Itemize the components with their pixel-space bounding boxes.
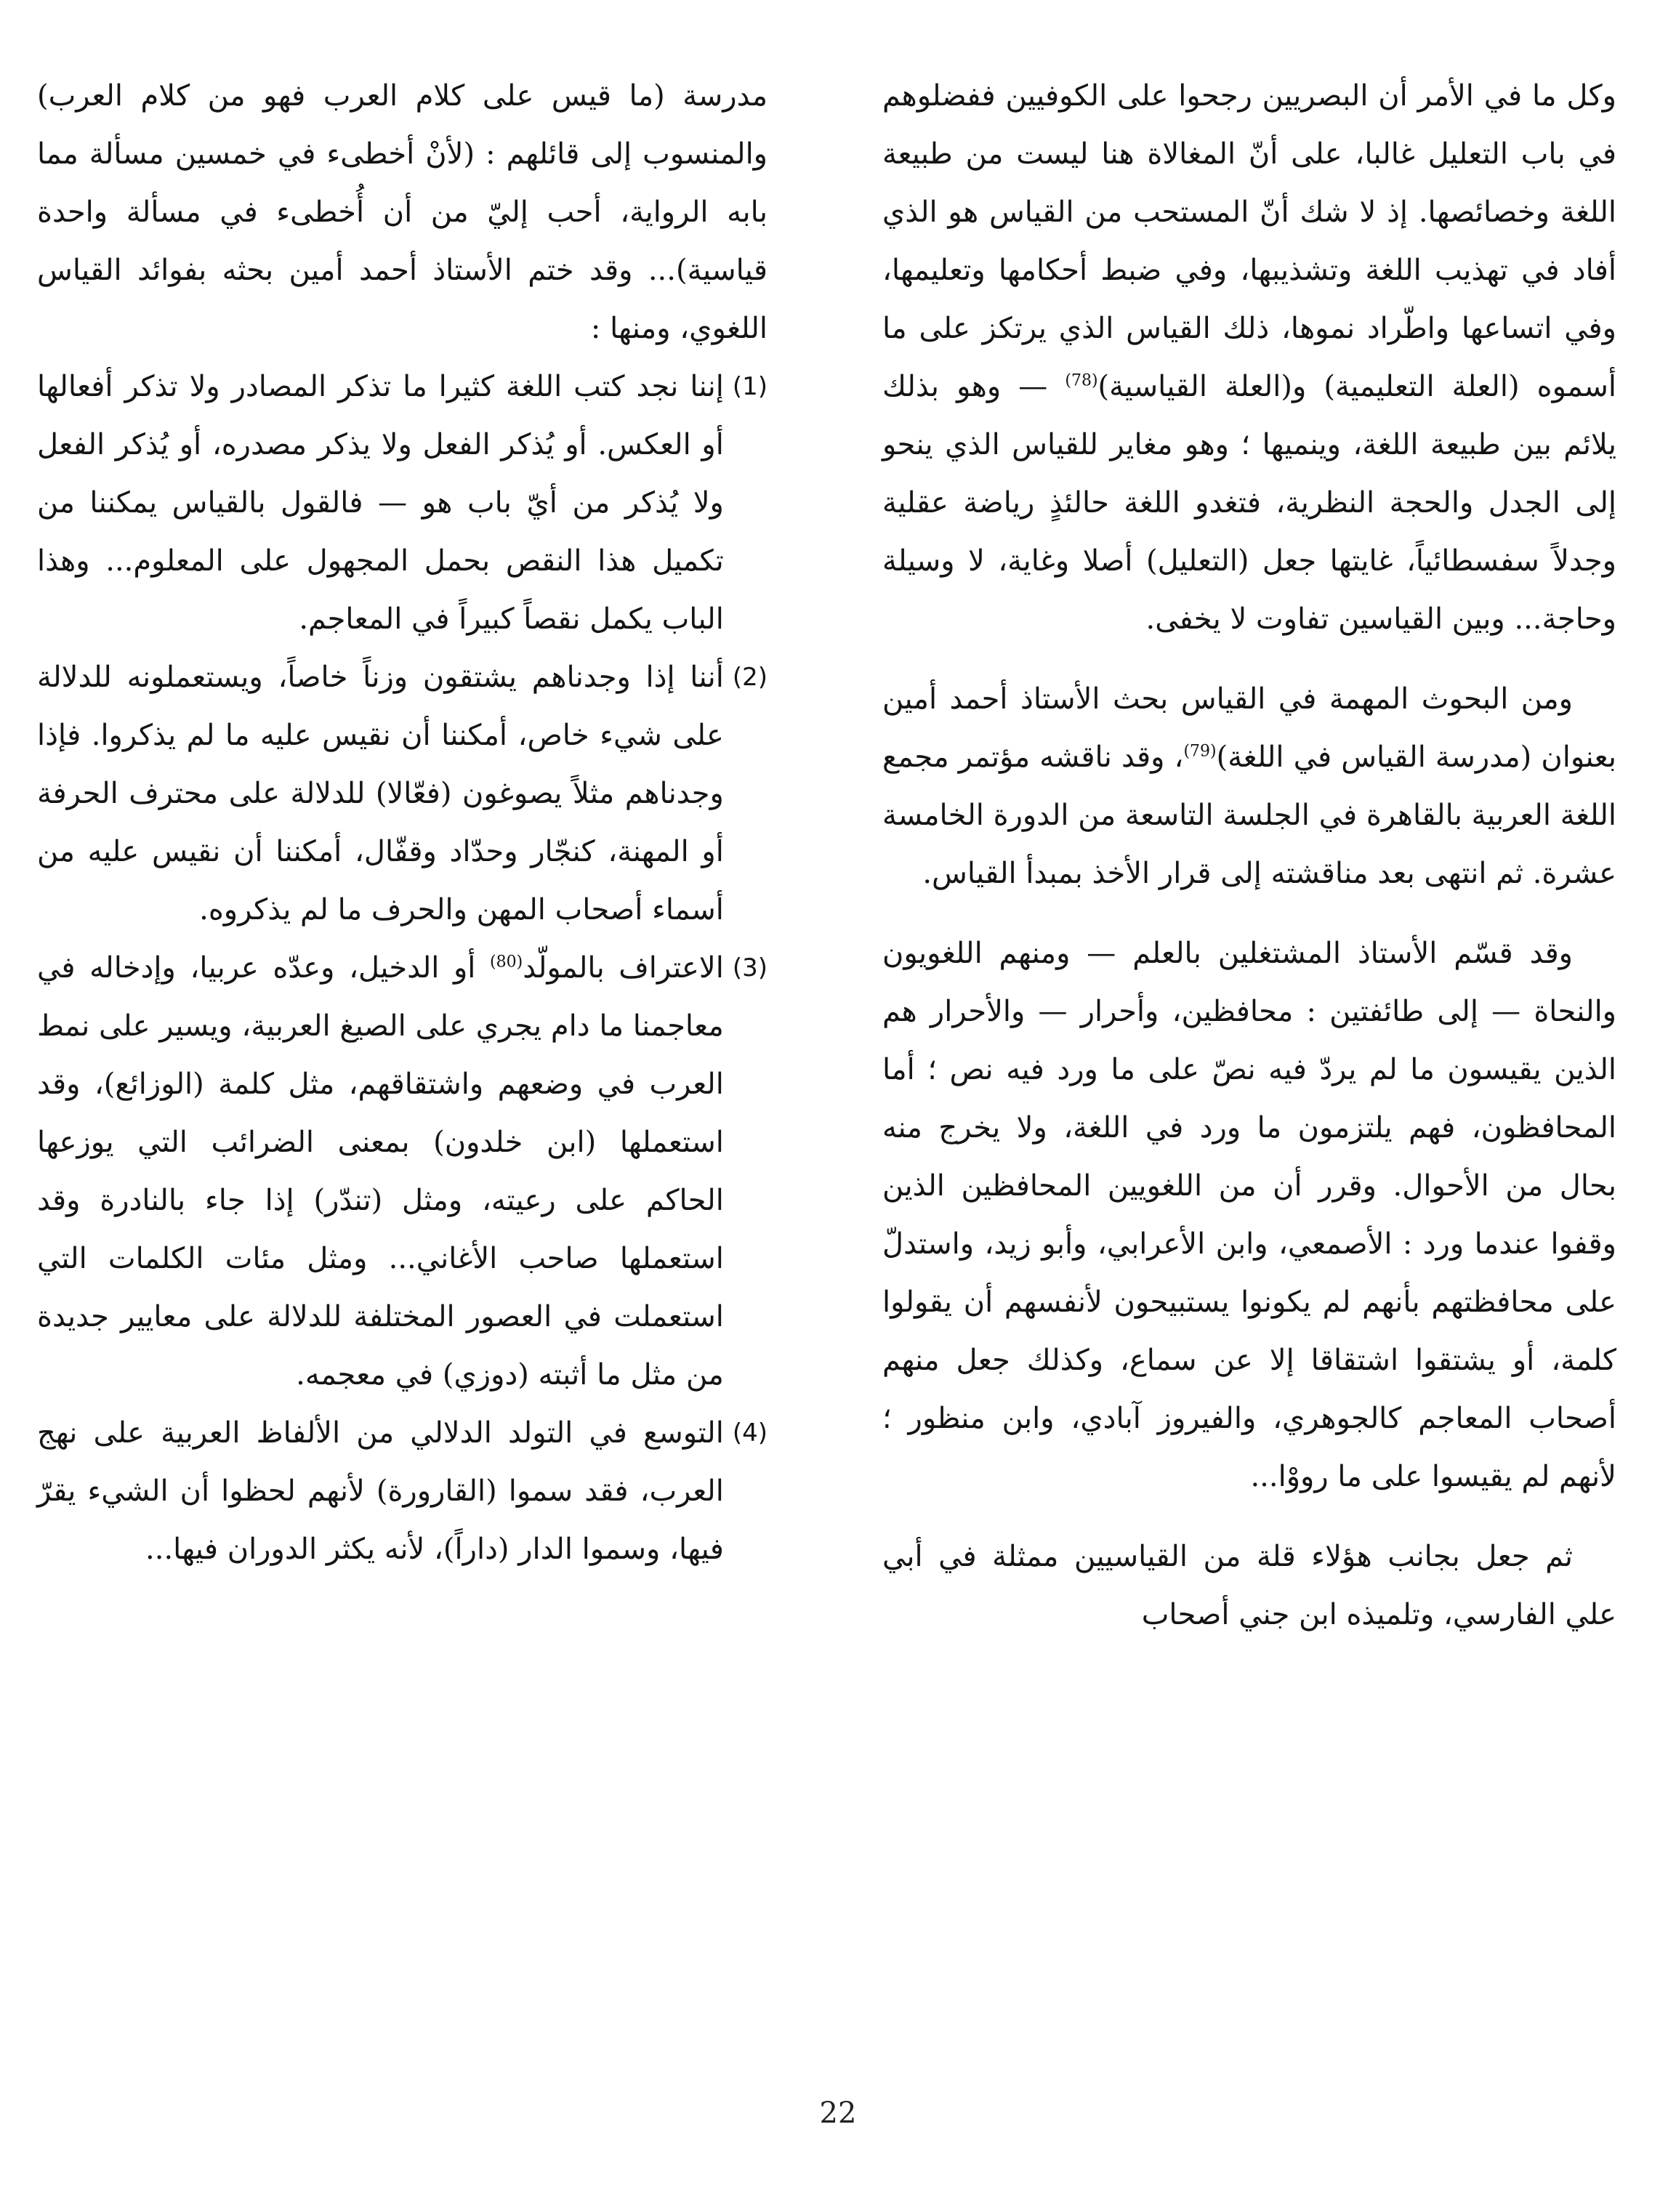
list-item (37, 1404, 768, 1578)
list-item-number: (2) (732, 663, 768, 692)
paragraph: مدرسة (ما قيس على كلام العرب فهو من كلام العرب) والمنسوب إلى قائلهم : (لأنْ أخطىء في خمسين مسألة مما بابه الرواية، أحب إليّ من أن أُخطىء في مسألة واحدة قياسية)... وقد ختم الأستاذ أحمد أمين بحثه بفوائد القياس اللغوي، ومنها : (37, 79, 768, 345)
list-item (37, 939, 768, 1404)
list-item-number: (4) (732, 1418, 768, 1448)
paragraph: وقد قسّم الأستاذ المشتغلين بالعلم — ومنهم اللغويون والنحاة — إلى طائفتين : محافظين، وأحرار — والأحرار هم الذين يقيسون ما لم يردّ فيه نصّ على ما ورد فيه نص ؛ أما المحافظون، فهم يلتزمون ما ورد في اللغة، ولا يخرج منه بحال من الأحوال. وقرر أن من اللغويين المحافظين الذين وقفوا عندما ورد : الأصمعي، وابن الأعرابي، وأبو زيد، واستدلّ على محافظتهم بأنهم لم يكونوا يستبيحون لأنفسهم أن يقولوا كلمة، أو يشتقوا اشتقاقا إلا عن سماع، وكذلك جعل منهم أصحاب المعاجم كالجوهري، والفيروز آبادي، وابن منظور ؛ لأنهم لم يقيسوا على ما رووْا... (882, 937, 1616, 1493)
paragraph-text: وكل ما في الأمر أن البصريين رجحوا على الكوفيين ففضلوهم في باب التعليل غالبا، على أنّ المغالاة هنا ليست من طبيعة اللغة وخصائصها. إذ لا شك أنّ المستحب من القياس هو الذي أفاد في تهذيب اللغة وتشذيبها، وفي ضبط أحكامها وتعليمها، وفي اتساعها واطّراد نموها، ذلك القياس الذي يرتكز على ما أسموه (العلة التعليمية) و(العلة القياسية) (882, 79, 1616, 403)
paragraph-text: ومن البحوث المهمة في القياس بحث الأستاذ أحمد أمين بعنوان (مدرسة القياس في اللغة) (882, 682, 1616, 774)
list-item-number: (3) (732, 953, 768, 982)
paragraph (882, 67, 1616, 648)
list-item-number: (1) (732, 372, 768, 401)
page-number: 22 (819, 2096, 857, 2130)
footnote-ref: (78) (1065, 371, 1098, 390)
list-item-text: التوسع في التولد الدلالي من الألفاظ العربية على نهج العرب، فقد سموا (القارورة) لأنهم لحظوا أن الشيء يقرّ فيها، وسموا الدار (داراً)، لأنه يكثر الدوران فيها... (37, 1416, 724, 1566)
list-item (37, 648, 768, 939)
paragraph-text: ، وقد ناقشه مؤتمر مجمع اللغة العربية بالقاهرة في الجلسة التاسعة من الدورة الخامسة عشرة. ثم انتهى بعد مناقشته إلى قرار الأخذ بمبدأ القياس. (882, 740, 1616, 890)
list-item-text-part: أو الدخيل، وعدّه عربيا، وإدخاله في معاجمنا ما دام يجري على الصيغ العربية، ويسير على نمط العرب في وضعهم واشتقاقهم، مثل كلمة (الوزائع)، وقد استعملها (ابن خلدون) بمعنى الضرائب التي يوزعها الحاكم على رعيته، ومثل (تندّر) إذا جاء بالنادرة وقد استعملها صاحب الأغاني... ومثل مئات الكلمات التي استعملت في العصور المختلفة للدلالة على معايير جديدة من مثل ما أثبته (دوزي) في معجمه. (37, 951, 724, 1392)
footnote-ref: (80) (490, 953, 523, 972)
list-item-text: إننا نجد كتب اللغة كثيرا ما تذكر المصادر ولا تذكر أفعالها أو العكس. أو يُذكر الفعل ولا يذكر مصدره، أو يُذكر الفعل ولا يُذكر من أيّ باب هو — فالقول بالقياس يمكننا من تكميل هذا النقص بحمل المجهول على المعلوم... وهذا الباب يكمل نقصاً كبيراً في المعاجم. (37, 370, 724, 636)
paragraph (882, 670, 1616, 903)
left-text-column (37, 67, 768, 1578)
footnote-ref: (79) (1183, 742, 1217, 761)
list-item-text: أننا إذا وجدناهم يشتقون وزناً خاصاً، ويستعملونه للدلالة على شيء خاص، أمكننا أن نقيس عليه ما لم يذكروا. فإذا وجدناهم مثلاً يصوغون (فعّالا) للدلالة على محترف الحرفة أو المهنة، كنجّار وحدّاد وقفّال، أمكننا أن نقيس عليه من أسماء أصحاب المهن والحرف ما لم يذكروه. (37, 661, 724, 927)
list-item-text-part: الاعتراف بالمولّد (523, 951, 724, 985)
paragraph-text: — وهو بذلك يلائم بين طبيعة اللغة، وينميها ؛ وهو مغاير للقياس الذي ينحو إلى الجدل والحجة النظرية، فتغدو اللغة حالئذٍ رياضة عقلية وجدلاً سفسطائياً، غايتها جعل (التعليل) أصلا وغاية، لا وسيلة وحاجة... وبين القياسين تفاوت لا يخفى. (882, 370, 1616, 636)
right-text-column (882, 67, 1616, 1644)
paragraph: ثم جعل بجانب هؤلاء قلة من القياسيين ممثلة في أبي علي الفارسي، وتلميذه ابن جني أصحاب (882, 1540, 1616, 1631)
list-item (37, 358, 768, 648)
list-item-text (37, 939, 724, 1404)
